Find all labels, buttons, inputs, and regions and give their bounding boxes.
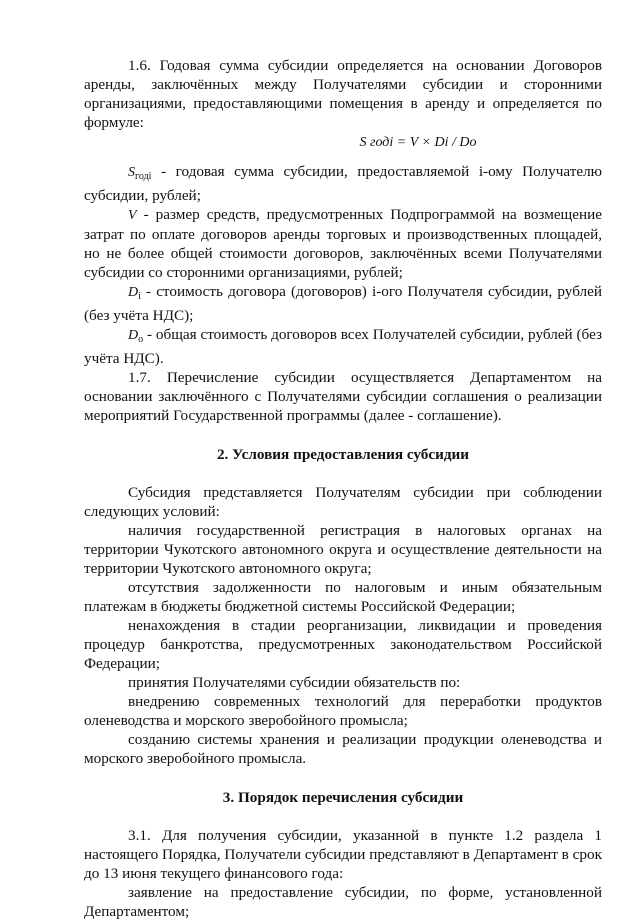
definition-v-text: - размер средств, предусмотренных Подпрограммой на возмещение затрат по оплате договоров аренды торговых и производственных площадей, но не более общей стоимости договоров, заключённых всеми Получателями субсидии со сторонними организациями, рублей; <box>84 206 602 281</box>
symbol-do-subscript: о <box>138 334 144 345</box>
section-3-heading: 3. Порядок перечисления субсидии <box>222 789 464 806</box>
symbol-v: V <box>128 208 137 223</box>
definition-di-text: - стоимость договора (договоров) i-ого Получателя субсидии, рублей (без учёта НДС); <box>84 283 602 324</box>
conditions-intro: Субсидия представляется Получателям субсидии при соблюдении следующих условий: <box>84 484 602 520</box>
subsidy-formula: S годi = V × Di / Do <box>359 135 477 150</box>
definition-do <box>84 325 602 368</box>
required-document-application: заявление на предоставление субсидии, по форме, установленной Департаментом; <box>84 884 602 920</box>
paragraph-1-6: 1.6. Годовая сумма субсидии определяется на основании Договоров аренды, заключённых между Получателями субсидии и сторонними организациями, предоставляющими помещения в аренду и определяется по формуле: <box>84 57 602 131</box>
definition-s-text: - годовая сумма субсидии, предоставляемой i-ому Получателю субсидии, рублей; <box>84 163 602 204</box>
section-2-heading: 2. Условия предоставления субсидии <box>216 446 470 463</box>
definition-v <box>84 205 602 282</box>
paragraph-1-7: 1.7. Перечисление субсидии осуществляется Департаментом на основании заключённого с Получателями субсидии соглашения о реализации мероприятий Государственной программы (далее - соглашение). <box>84 369 602 424</box>
symbol-s-subscript: годi <box>135 171 152 182</box>
condition-registration: наличия государственной регистрация в налоговых органах на территории Чукотского автономного округа и осуществление деятельности на территории Чукотского автономного округа; <box>84 522 602 577</box>
obligation-storage: созданию системы хранения и реализации продукции оленеводства и морского зверобойного промысла. <box>84 731 602 767</box>
definition-s <box>84 162 602 205</box>
paragraph-3-1: 3.1. Для получения субсидии, указанной в пункте 1.2 раздела 1 настоящего Порядка, Получатели субсидии представляют в Департамент в срок до 13 июня текущего финансового года: <box>84 827 602 882</box>
definition-di <box>84 282 602 325</box>
condition-no-bankruptcy: ненахождения в стадии реорганизации, ликвидации и проведения процедур банкротства, предусмотренных законодательством Российской Федерации; <box>84 617 602 672</box>
condition-no-debt: отсутствия задолженности по налоговым и иным обязательным платежам в бюджеты бюджетной системы Российской Федерации; <box>84 579 602 615</box>
document-page <box>84 56 602 921</box>
symbol-s: S <box>128 165 135 180</box>
condition-obligations: принятия Получателями субсидии обязательств по: <box>128 674 461 691</box>
obligation-technologies: внедрению современных технологий для переработки продуктов оленеводства и морского зверобойного промысла; <box>84 693 602 729</box>
symbol-di-subscript: i <box>138 291 141 302</box>
definition-do-text: - общая стоимость договоров всех Получателей субсидии, рублей (без учёта НДС). <box>84 326 602 367</box>
symbol-do: D <box>128 328 139 343</box>
symbol-di: D <box>128 285 139 300</box>
